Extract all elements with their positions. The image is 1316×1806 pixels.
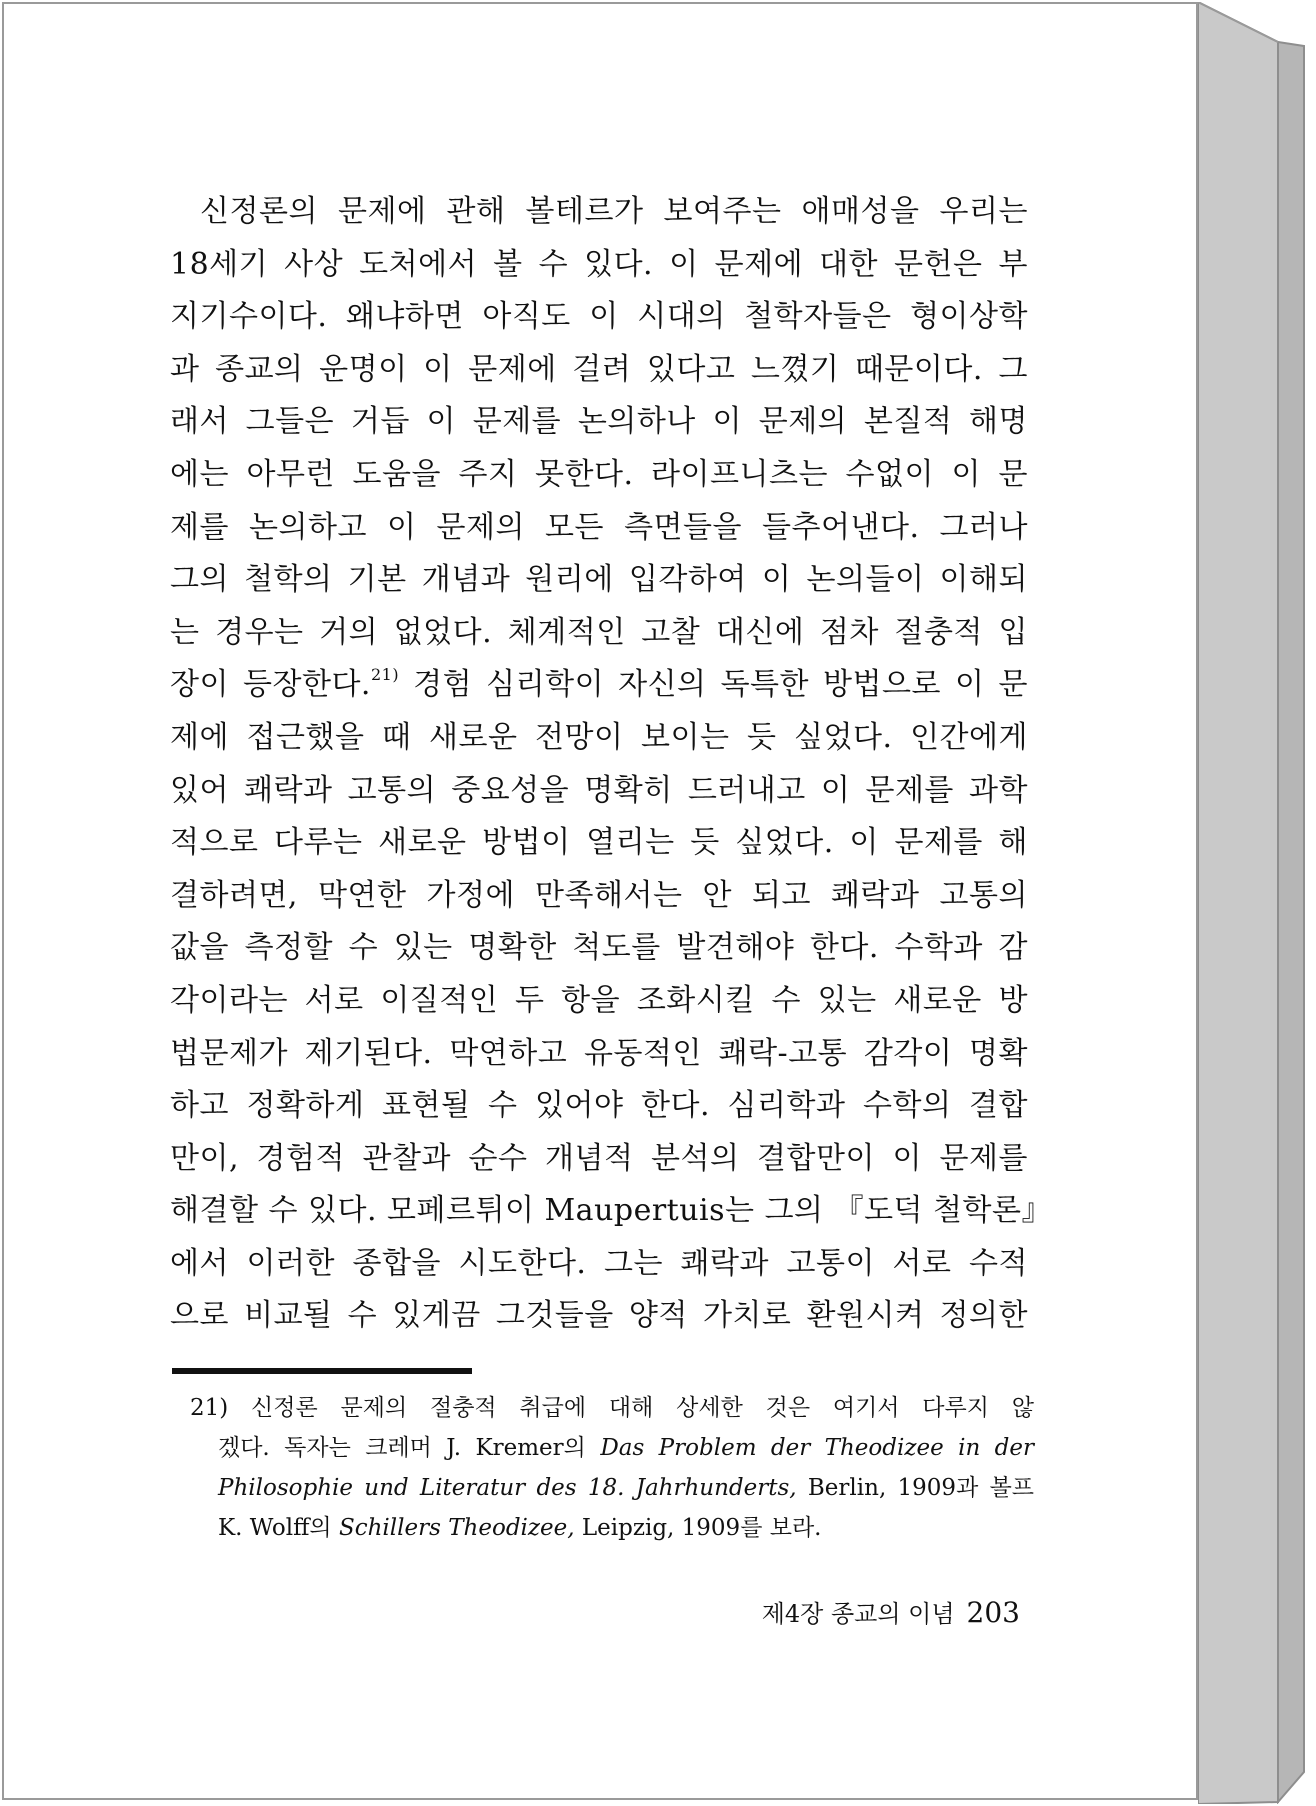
chapter-title: 제4장 종교의 이념 xyxy=(761,1600,955,1628)
footnote-text: K. Wolff의 xyxy=(218,1515,332,1541)
footnote-21 xyxy=(190,1388,1034,1548)
body-line: 법문제가 제기된다. 막연하고 유동적인 쾌락-고통 감각이 명확 xyxy=(170,1035,1028,1071)
footnote-line: 21) 신정론 문제의 절충적 취급에 대해 상세한 것은 여기서 다루지 않 xyxy=(190,1395,1034,1421)
footnote-divider xyxy=(172,1368,472,1374)
body-line: 18세기 사상 도처에서 볼 수 있다. 이 문제에 대한 문헌은 부 xyxy=(170,246,1028,282)
footnote-line xyxy=(190,1508,1034,1548)
footnote-book-title: Schillers Theodizee, xyxy=(338,1515,575,1541)
body-line: 으로 비교될 수 있게끔 그것들을 양적 가치로 환원시켜 정의한 xyxy=(170,1298,1028,1334)
page-number: 203 xyxy=(966,1596,1020,1629)
body-line: 하고 정확하게 표현될 수 있어야 한다. 심리학과 수학의 결합 xyxy=(170,1088,1028,1124)
body-line: 제를 논의하고 이 문제의 모든 측면들을 들추어낸다. 그러나 xyxy=(170,509,1028,545)
footnote-text: Leipzig, 1909를 보라. xyxy=(581,1515,822,1541)
body-text xyxy=(170,186,1052,1343)
body-line: 있어 쾌락과 고통의 중요성을 명확히 드러내고 이 문제를 과학 xyxy=(170,772,1028,808)
body-line-part: 장이 등장한다. xyxy=(170,667,371,703)
body-line: 래서 그들은 거듭 이 문제를 논의하나 이 문제의 본질적 해명 xyxy=(170,404,1028,440)
book-spine-shape xyxy=(1198,2,1316,1804)
body-line-part: 경험 심리학이 자신의 독특한 방법으로 이 문 xyxy=(413,667,1029,703)
footnote-book-title: Das Problem der Theodizee in der xyxy=(600,1435,1035,1461)
body-line: 신정론의 문제에 관해 볼테르가 보여주는 애매성을 우리는 xyxy=(200,194,1028,229)
book-page xyxy=(2,2,1198,1800)
footnote-reference: 21) xyxy=(370,665,400,685)
body-line: 그의 철학의 기본 개념과 원리에 입각하여 이 논의들이 이해되 xyxy=(170,562,1028,598)
body-line: 지기수이다. 왜냐하면 아직도 이 시대의 철학자들은 형이상학 xyxy=(170,299,1028,335)
body-line: 는 경우는 거의 없었다. 체계적인 고찰 대신에 점차 절충적 입 xyxy=(170,614,1028,650)
body-line: 에서 이러한 종합을 시도한다. 그는 쾌락과 고통이 서로 수적 xyxy=(170,1245,1028,1281)
body-line: 적으로 다루는 새로운 방법이 열리는 듯 싶었다. 이 문제를 해 xyxy=(170,825,1028,861)
body-line: 제에 접근했을 때 새로운 전망이 보이는 듯 싶었다. 인간에게 xyxy=(170,719,1028,755)
body-line: 과 종교의 운명이 이 문제에 걸려 있다고 느꼈기 때문이다. 그 xyxy=(170,351,1028,387)
body-line-with-footnote-ref xyxy=(170,659,1028,712)
body-line: 에는 아무런 도움을 주지 못한다. 라이프니츠는 수없이 이 문 xyxy=(170,456,1028,492)
body-line: 값을 측정할 수 있는 명확한 척도를 발견해야 한다. 수학과 감 xyxy=(170,930,1028,966)
book-spine xyxy=(1198,2,1316,1804)
footnote-book-title: Philosophie und Literatur des 18. Jahrhunderts, xyxy=(218,1475,797,1501)
footnote-line xyxy=(190,1468,1034,1508)
body-line: 만이, 경험적 관찰과 순수 개념적 분석의 결합만이 이 문제를 xyxy=(170,1140,1028,1176)
body-line: 해결할 수 있다. 모페르튀이 Maupertuis는 그의 『도덕 철학론』 xyxy=(170,1193,1052,1229)
body-line: 각이라는 서로 이질적인 두 항을 조화시킬 수 있는 새로운 방 xyxy=(170,982,1028,1018)
body-line: 결하려면, 막연한 가정에 만족해서는 안 되고 쾌락과 고통의 xyxy=(170,877,1028,913)
footnote-text: 겠다. 독자는 크레머 J. Kremer의 xyxy=(218,1435,586,1461)
running-footer xyxy=(720,1594,1020,1629)
footnote-line xyxy=(190,1428,1034,1468)
footnote-text: Berlin, 1909과 볼프 xyxy=(807,1475,1035,1501)
